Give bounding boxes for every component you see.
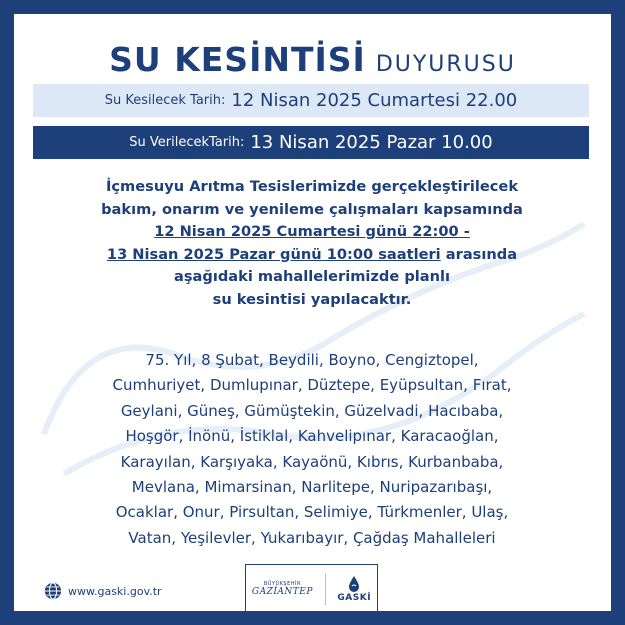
cut-date-value: 12 Nisan 2025 Cumartesi 22.00 xyxy=(231,90,518,111)
cut-date-bar xyxy=(33,84,589,117)
gaziantep-logo xyxy=(252,581,313,597)
restore-date-label: Su VerilecekTarih: xyxy=(129,135,245,150)
intro-line: su kesintisi yapılacaktır. xyxy=(212,290,412,308)
district-line: Vatan, Yeşilevler, Yukarıbayır, Çağdaş Mahalleleri xyxy=(128,528,496,547)
intro-line: İçmesuyu Arıtma Tesislerimizde gerçekleştirilecek xyxy=(105,178,519,195)
title-main: SU KESİNTİSİ xyxy=(109,40,366,79)
logo-right-name: GASKİ xyxy=(337,592,372,603)
cut-date-label: Su Kesilecek Tarih: xyxy=(104,93,226,108)
restore-date-bar xyxy=(33,126,589,159)
water-drop-icon xyxy=(348,575,360,593)
globe-icon xyxy=(44,582,62,600)
intro-line-date-end xyxy=(34,244,590,267)
intro-text xyxy=(34,176,590,311)
website-text: www.gaski.gov.tr xyxy=(68,584,162,598)
district-line: Karayılan, Karşıyaka, Kayaönü, Kıbrıs, Kurbanbaba, xyxy=(120,452,504,471)
intro-line: bakım, onarım ve yenileme çalışmaları kapsamında xyxy=(101,200,523,218)
logo-box xyxy=(245,564,378,611)
title-sub: DUYURUSU xyxy=(375,52,516,77)
district-line: Hoşgör, İnönü, İstiklal, Kahvelipınar, Karacaoğlan, xyxy=(125,427,499,446)
date-end-underlined: 13 Nisan 2025 Pazar günü 10:00 saatleri xyxy=(106,245,441,263)
logo-divider xyxy=(325,573,326,605)
district-line: Mevlana, Mimarsinan, Narlitepe, Nuripazarıbaşı, xyxy=(131,478,493,497)
intro-line: aşağıdaki mahallelerimizde planlı xyxy=(173,268,451,285)
website-link[interactable] xyxy=(44,582,162,600)
date-end-rest: arasında xyxy=(440,245,518,263)
intro-line-date-start: 12 Nisan 2025 Cumartesi günü 22:00 - xyxy=(154,223,470,240)
announcement-card xyxy=(14,14,611,611)
district-line: Geylani, Güneş, Gümüştekin, Güzelvadi, Hacıbaba, xyxy=(120,401,504,420)
restore-date-value: 13 Nisan 2025 Pazar 10.00 xyxy=(250,132,493,153)
district-list xyxy=(34,348,590,551)
district-line: Ocaklar, Onur, Pirsultan, Selimiye, Türkmenler, Ulaş, xyxy=(115,503,509,522)
district-line: 75. Yıl, 8 Şubat, Beydili, Boyno, Cengiztopel, xyxy=(145,351,479,369)
gaski-logo xyxy=(337,575,371,603)
logo-left-small: BÜYÜKŞEHİR xyxy=(263,580,301,587)
announcement-title xyxy=(14,40,611,79)
logo-left-big: GAZİANTEP xyxy=(251,586,313,597)
district-line: Cumhuriyet, Dumlupınar, Düztepe, Eyüpsultan, Fırat, xyxy=(112,376,512,395)
